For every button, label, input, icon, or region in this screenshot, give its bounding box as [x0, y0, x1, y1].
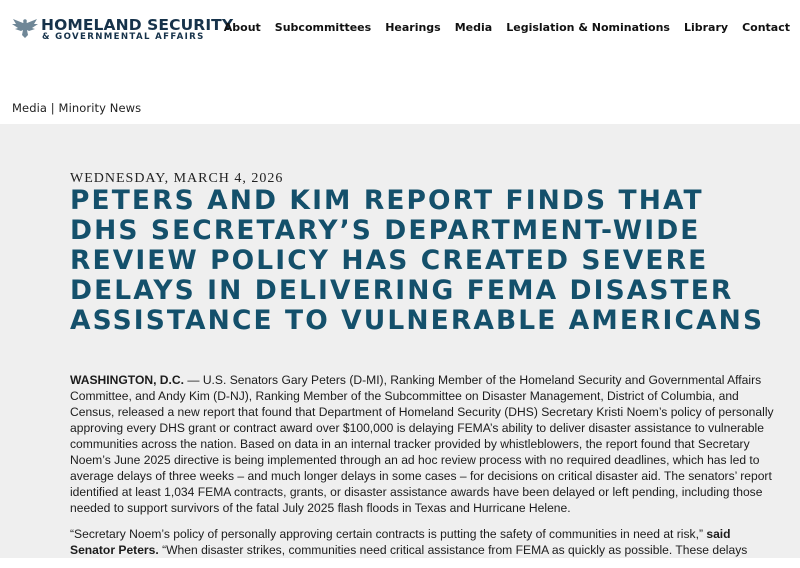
quote-continued: “When disaster strikes, communities need critical assistance from FEMA as quickly as possible. These delays	[158, 543, 748, 557]
site-header	[0, 0, 800, 60]
nav-about[interactable]: About	[223, 21, 261, 34]
paragraph-text: — U.S. Senators Gary Peters (D-MI), Ranking Member of the Homeland Security and Governmental Affairs Committee, and Andy Kim (D-NJ), Ranking Member of the Subcommittee on Disaster Management, District of Columbia, and Census, released a new report that found that Department of Homeland Security (DHS) Secretary Kristi Noem’s policy of personally approving every DHS grant or contract award over $100,000 is delaying FEMA’s ability to deliver disaster assistance to vulnerable communities across the nation. Based on data in an internal tracker provided by whistleblowers, the report found that Secretary Noem’s June 2025 directive is being implemented through an ad hoc review process with no required deadlines, which has led to average delays of three weeks – and much longer delays in some cases – for decisions on critical disaster aid. The senators’ report identified at least 1,034 FEMA contracts, grants, or disaster assistance awards have been delayed or left pending, including those needed to support survivors of the fatal July 2025 flash floods in Texas and Hurricane Helene.	[70, 373, 774, 515]
nav-media[interactable]: Media	[454, 21, 493, 34]
nav-library[interactable]: Library	[683, 21, 729, 34]
main-nav	[224, 21, 790, 34]
eagle-seal-icon	[12, 17, 38, 39]
logo-subtitle: & GOVERNMENTAL AFFAIRS	[42, 32, 205, 42]
article-paragraph	[70, 526, 776, 558]
breadcrumb-minority-news[interactable]: Minority News	[58, 101, 142, 115]
breadcrumb-separator: |	[47, 101, 59, 115]
said-label: said	[702, 527, 731, 541]
logo-title: HOMELAND SECURITY	[41, 16, 234, 34]
breadcrumb-media[interactable]: Media	[12, 101, 48, 115]
article-date: WEDNESDAY, MARCH 4, 2026	[70, 171, 284, 186]
nav-legislation-nominations[interactable]: Legislation & Nominations	[506, 21, 670, 34]
speaker-name: Senator Peters.	[70, 543, 159, 557]
article-paragraph	[70, 372, 776, 516]
breadcrumb	[12, 101, 141, 115]
dateline: WASHINGTON, D.C.	[70, 373, 184, 387]
site-logo[interactable]	[12, 15, 237, 45]
nav-hearings[interactable]: Hearings	[385, 21, 441, 34]
quote-text: “Secretary Noem’s policy of personally approving certain contracts is putting the safety of communities in need at risk,”	[70, 527, 703, 541]
nav-contact[interactable]: Contact	[742, 21, 790, 34]
nav-subcommittees[interactable]: Subcommittees	[274, 21, 372, 34]
article-title: PETERS AND KIM REPORT FINDS THAT DHS SECRETARY’S DEPARTMENT-WIDE REVIEW POLICY HAS CREATED SEVERE DELAYS IN DELIVERING FEMA DISASTER ASSISTANCE TO VULNERABLE AMERICANS	[70, 185, 765, 336]
article-area	[0, 124, 800, 558]
article-body	[70, 372, 776, 568]
